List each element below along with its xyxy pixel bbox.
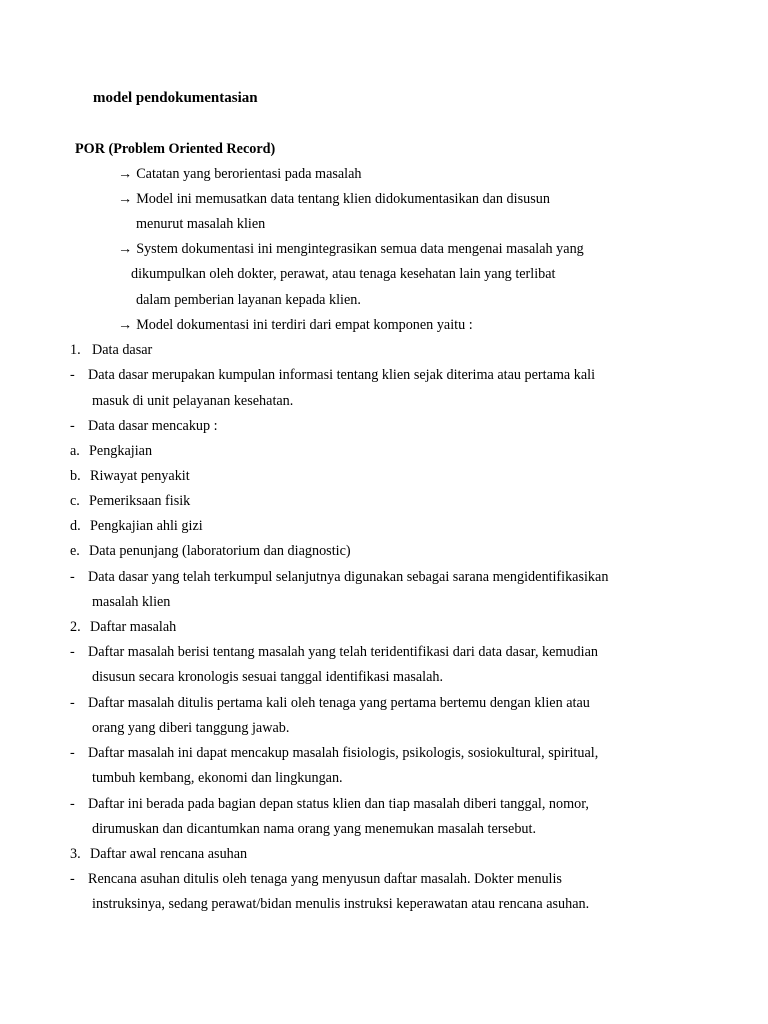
document-title: model pendokumentasian	[93, 90, 258, 106]
section-heading: Daftar masalah	[90, 619, 177, 635]
section-heading: Daftar awal rencana asuhan	[90, 846, 248, 862]
bullet-text: Daftar masalah ditulis pertama kali oleh tenaga yang pertama bertemu dengan klien atau	[88, 695, 590, 711]
arrow-item-text: System dokumentasi ini mengintegrasikan semua data mengenai masalah yang	[136, 241, 584, 257]
sub-item-marker: e.	[70, 543, 80, 559]
section-heading: Data dasar	[92, 342, 153, 358]
section-number: 3.	[70, 846, 81, 862]
arrow-item-text: Catatan yang berorientasi pada masalah	[136, 166, 362, 182]
sub-item-text: Pemeriksaan fisik	[89, 493, 191, 509]
document-subtitle: POR (Problem Oriented Record)	[75, 141, 276, 157]
arrow-right-icon: →	[118, 241, 133, 257]
bullet-marker: -	[70, 796, 75, 812]
arrow-right-icon: →	[118, 191, 133, 207]
arrow-item	[118, 242, 584, 256]
bullet-continuation: disusun secara kronologis sesuai tanggal identifikasi masalah.	[92, 669, 444, 685]
sub-item-marker: d.	[70, 518, 81, 534]
arrow-item	[118, 167, 362, 181]
bullet-marker: -	[70, 644, 75, 660]
bullet-marker: -	[70, 367, 75, 383]
arrow-right-icon: →	[118, 166, 133, 182]
section-number: 1.	[70, 342, 81, 358]
bullet-continuation: orang yang diberi tanggung jawab.	[92, 720, 290, 736]
bullet-continuation: masuk di unit pelayanan kesehatan.	[92, 393, 294, 409]
bullet-text: Data dasar mencakup :	[88, 418, 218, 434]
bullet-marker: -	[70, 871, 75, 887]
bullet-text: Daftar ini berada pada bagian depan status klien dan tiap masalah diberi tanggal, nomor,	[88, 796, 589, 812]
arrow-right-icon: →	[118, 317, 133, 333]
arrow-item-continuation: dalam pemberian layanan kepada klien.	[136, 292, 361, 308]
bullet-marker: -	[70, 745, 75, 761]
bullet-continuation: tumbuh kembang, ekonomi dan lingkungan.	[92, 770, 343, 786]
sub-item-marker: b.	[70, 468, 81, 484]
sub-item-marker: a.	[70, 443, 80, 459]
bullet-text: Daftar masalah ini dapat mencakup masalah fisiologis, psikologis, sosiokultural, spiritual,	[88, 745, 599, 761]
bullet-continuation: masalah klien	[92, 594, 171, 610]
sub-item-text: Pengkajian	[89, 443, 153, 459]
bullet-marker: -	[70, 569, 75, 585]
sub-item-text: Data penunjang (laboratorium dan diagnostic)	[89, 543, 351, 559]
bullet-marker: -	[70, 695, 75, 711]
bullet-continuation: dirumuskan dan dicantumkan nama orang yang menemukan masalah tersebut.	[92, 821, 537, 837]
bullet-continuation: instruksinya, sedang perawat/bidan menulis instruksi keperawatan atau rencana asuhan.	[92, 896, 590, 912]
arrow-item	[118, 192, 550, 206]
arrow-item	[118, 318, 473, 332]
bullet-text: Data dasar merupakan kumpulan informasi tentang klien sejak diterima atau pertama kali	[88, 367, 596, 383]
bullet-marker: -	[70, 418, 75, 434]
sub-item-marker: c.	[70, 493, 80, 509]
bullet-text: Daftar masalah berisi tentang masalah yang telah teridentifikasi dari data dasar, kemudian	[88, 644, 598, 660]
bullet-text: Data dasar yang telah terkumpul selanjutnya digunakan sebagai sarana mengidentifikasikan	[88, 569, 609, 585]
arrow-item-text: Model ini memusatkan data tentang klien didokumentasikan dan disusun	[136, 191, 550, 207]
arrow-item-continuation: dikumpulkan oleh dokter, perawat, atau tenaga kesehatan lain yang terlibat	[131, 266, 556, 282]
sub-item-text: Riwayat penyakit	[90, 468, 190, 484]
section-number: 2.	[70, 619, 81, 635]
arrow-item-text: Model dokumentasi ini terdiri dari empat komponen yaitu :	[136, 317, 473, 333]
sub-item-text: Pengkajian ahli gizi	[90, 518, 203, 534]
bullet-text: Rencana asuhan ditulis oleh tenaga yang menyusun daftar masalah. Dokter menulis	[88, 871, 562, 887]
arrow-item-continuation: menurut masalah klien	[136, 216, 266, 232]
